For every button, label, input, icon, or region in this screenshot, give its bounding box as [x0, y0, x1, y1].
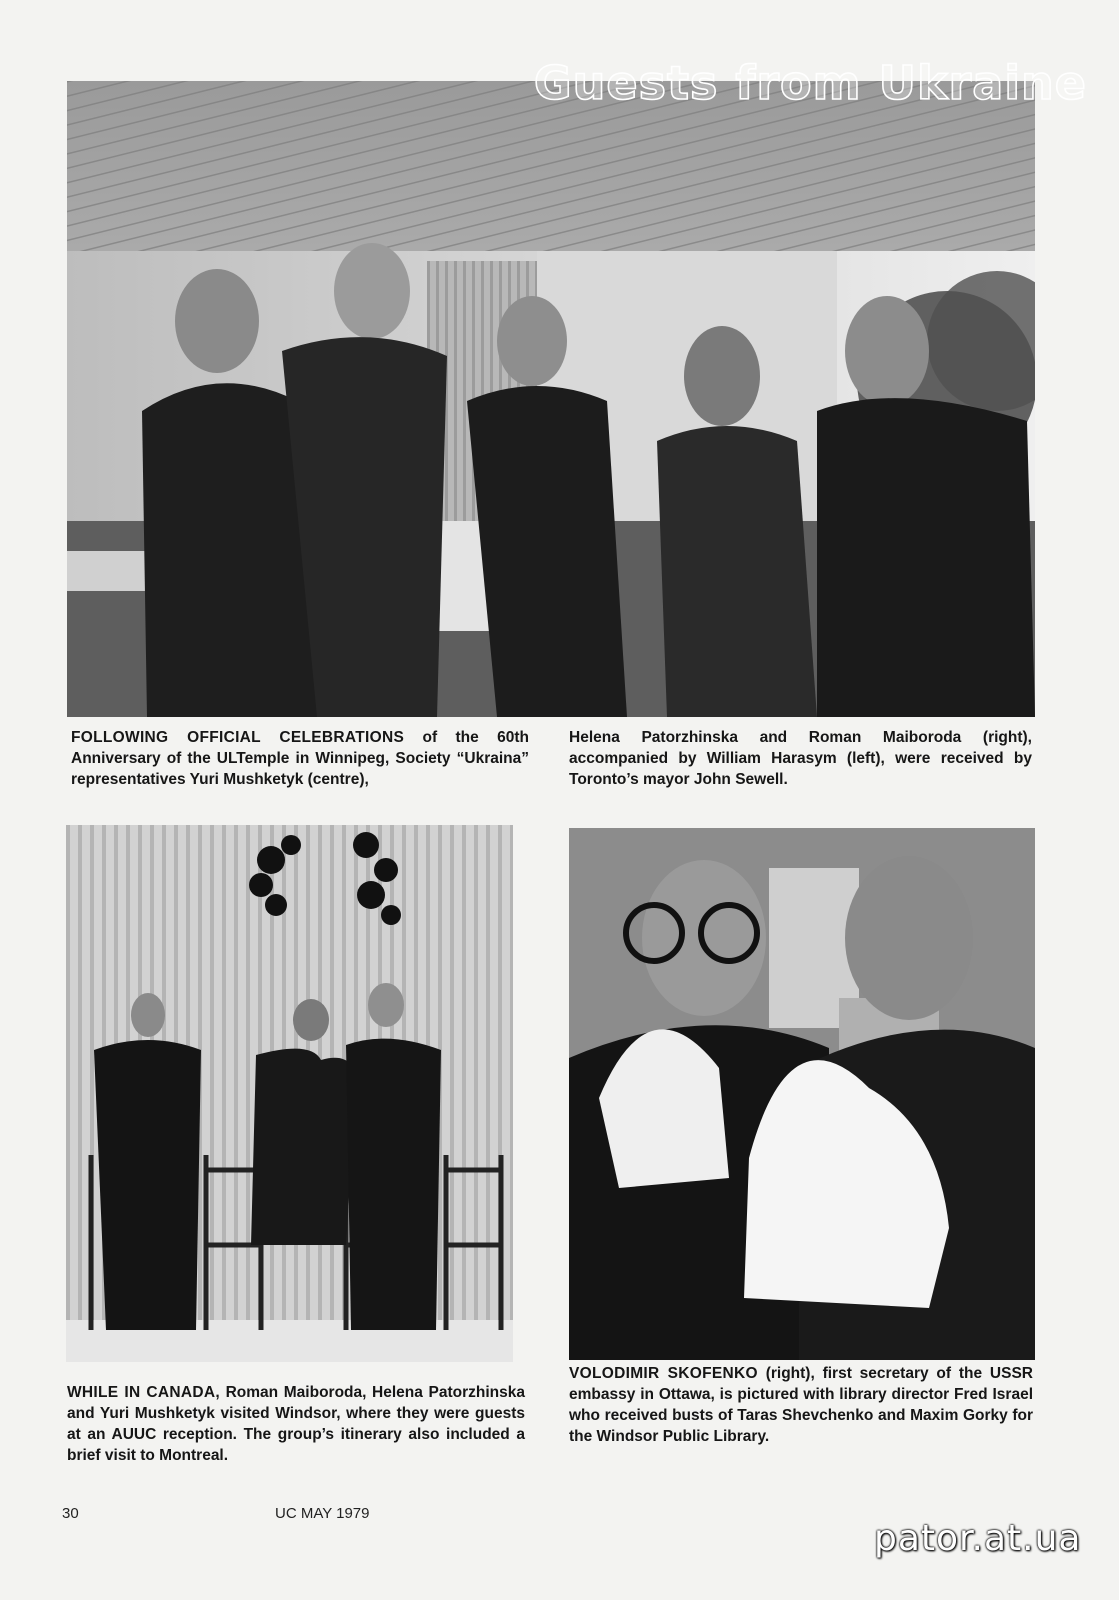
- caption-bottom-right: [569, 1363, 1033, 1447]
- caption-top-right: [569, 727, 1032, 790]
- site-watermark: pator.at.ua: [874, 1518, 1082, 1559]
- article-headline: Guests from Ukraine: [533, 56, 1087, 110]
- issue-label: UC MAY 1979: [275, 1505, 370, 1522]
- photo-office-meeting-image: [67, 81, 1035, 717]
- caption-bottom-right-lead: VOLODIMIR SKOFENKO: [569, 1365, 758, 1382]
- caption-top-left-text: of the 60th Anniversary of the ULTemple in Winnipeg, Society “Ukraina” representatives Yuri Mushketyk (centre),: [71, 729, 529, 788]
- caption-top-left: [71, 727, 529, 790]
- photo-windsor-reception: [66, 825, 513, 1362]
- page-number: 30: [62, 1505, 79, 1522]
- caption-top-left-lead: FOLLOWING OFFICIAL CELEBRATIONS: [71, 729, 405, 746]
- photo-office-meeting: [67, 81, 1035, 717]
- caption-bottom-right-text: (right), first secretary of the USSR embassy in Ottawa, is pictured with library director Fred Israel who received busts of Taras Shevchenko and Maxim Gorky for the Windsor Public Library.: [569, 1365, 1033, 1445]
- caption-top-right-text: Helena Patorzhinska and Roman Maiboroda (right), accompanied by William Harasym (left), were received by Toronto’s mayor John Sewell.: [569, 729, 1032, 788]
- caption-bottom-left-lead: WHILE IN CANADA,: [67, 1384, 220, 1401]
- photo-windsor-reception-image: [66, 825, 513, 1362]
- photo-library-busts-image: [569, 828, 1035, 1360]
- caption-bottom-left: [67, 1382, 525, 1466]
- caption-bottom-left-text: Roman Maiboroda, Helena Patorzhinska and Yuri Mushketyk visited Windsor, where they were guests at an AUUC reception. The group’s itinerary also included a brief visit to Montreal.: [67, 1384, 525, 1464]
- photo-library-busts: [569, 828, 1035, 1360]
